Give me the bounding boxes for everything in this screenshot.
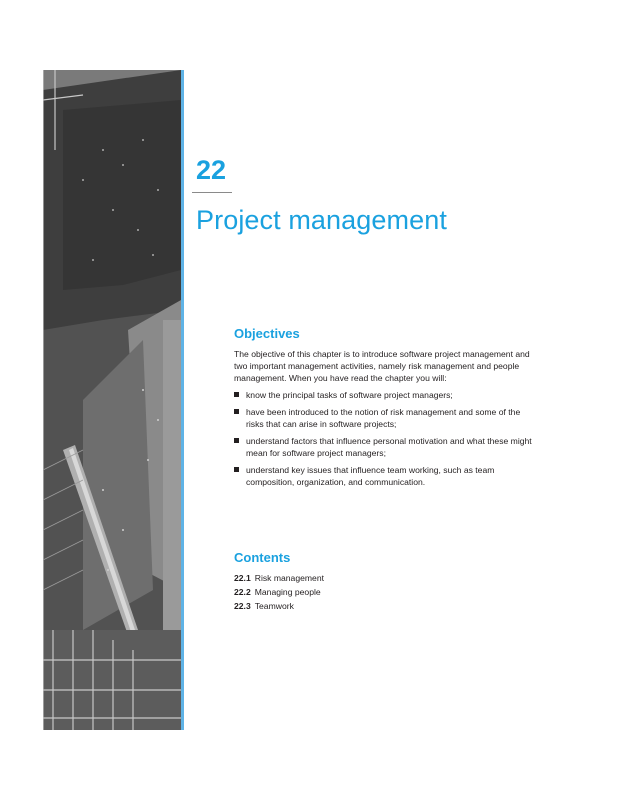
objective-item [234,464,534,488]
contents-item-number: 22.3 [234,601,251,611]
objectives-heading: Objectives [234,326,300,341]
chapter-title: Project management [196,205,447,235]
chapter-accent-line [181,70,184,730]
chapter-number-rule [192,192,232,193]
objective-text: understand factors that influence personal motivation and what these might mean for software project managers; [246,436,532,458]
contents-item-label: Risk management [254,573,324,583]
objectives-list [234,389,534,488]
square-bullet-icon [234,438,239,443]
contents-item-managing-people[interactable] [234,585,434,599]
contents-item-risk-management[interactable] [234,571,434,585]
contents-list [234,571,434,613]
chapter-number: 22 [196,155,227,185]
contents-section [234,549,434,613]
objectives-intro: The objective of this chapter is to introduce software project management and two important management activities, namely risk management and people management. When you have read the chapter you will: [234,349,530,383]
contents-item-number: 22.2 [234,587,251,597]
chapter-cover-photo [43,70,181,730]
objective-item [234,435,534,459]
objective-text: know the principal tasks of software project managers; [246,390,453,400]
objectives-section [234,325,534,493]
contents-item-label: Teamwork [254,601,294,611]
contents-item-number: 22.1 [234,573,251,583]
objective-item [234,406,534,430]
contents-item-label: Managing people [254,587,321,597]
objective-text: have been introduced to the notion of risk management and some of the risks that can arise in software projects; [246,407,521,429]
square-bullet-icon [234,392,239,397]
objective-text: understand key issues that influence team working, such as team composition, organization, and communication. [246,465,495,487]
contents-heading: Contents [234,550,291,565]
square-bullet-icon [234,467,239,472]
objective-item [234,389,534,401]
square-bullet-icon [234,409,239,414]
contents-item-teamwork[interactable] [234,599,434,613]
